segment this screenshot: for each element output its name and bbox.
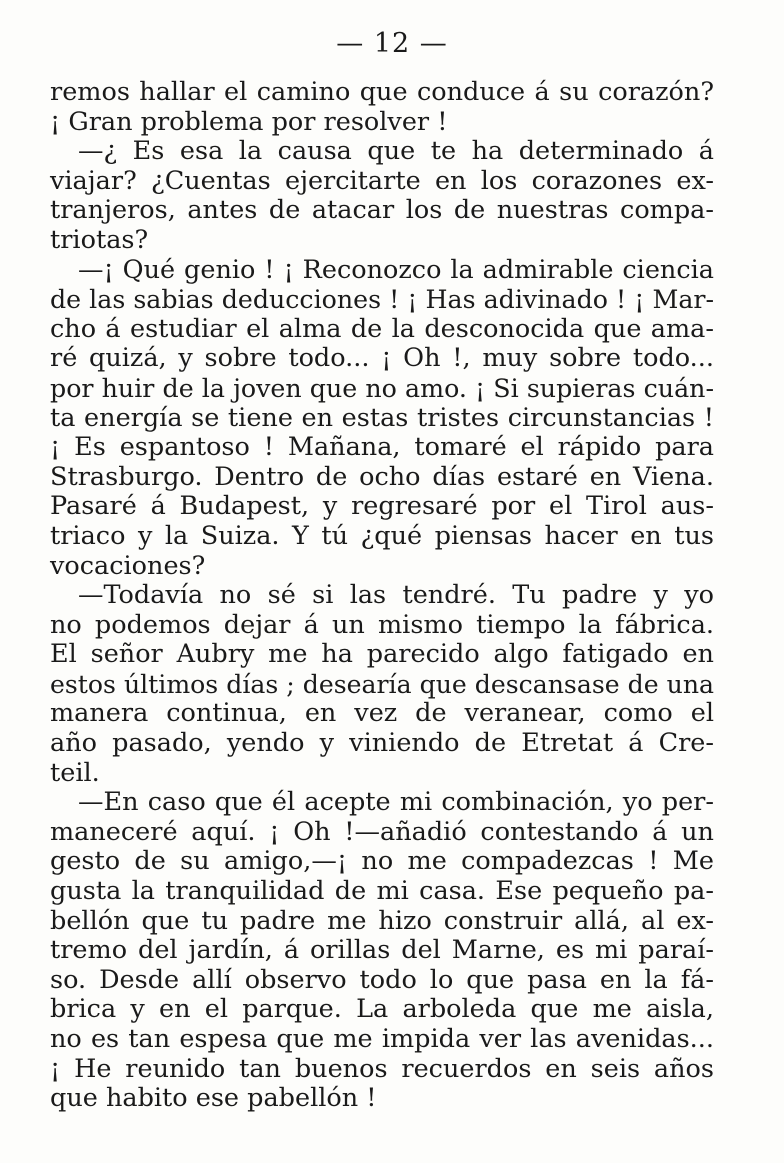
text-line: de las sabias deducciones ! ¡ Has adivinado ! ¡ Mar- xyxy=(50,285,714,315)
page-number: — 12 — xyxy=(336,28,448,59)
text-line: que habito ese pabellón ! xyxy=(50,1083,377,1114)
text-line: ¡ Gran problema por resolver ! xyxy=(50,106,448,137)
text-line: tremo del jardín, á orillas del Marne, es mi paraí- xyxy=(50,935,714,966)
text-line: Pasaré á Budapest, y regresaré por el Tirol aus- xyxy=(50,491,714,522)
text-line: bellón que tu padre me hizo construir allá, al ex- xyxy=(50,905,714,936)
text-line: El señor Aubry me ha parecido algo fatigado en xyxy=(50,639,714,670)
text-line: no es tan espesa que me impida ver las avenidas... xyxy=(50,1024,714,1054)
text-line: gusta la tranquilidad de mi casa. Ese pequeño pa- xyxy=(50,876,714,907)
text-line: tranjeros, antes de atacar los de nuestras compa- xyxy=(50,195,714,226)
text-line: ta energía se tiene en estas tristes circunstancias ! xyxy=(50,402,714,433)
text-line: so. Desde allí observo todo lo que pasa en la fá- xyxy=(50,964,714,995)
text-line: —Todavía no sé si las tendré. Tu padre y yo xyxy=(78,580,714,611)
text-line: por huir de la joven que no amo. ¡ Si supieras cuán- xyxy=(50,373,714,403)
text-line: brica y en el parque. La arboleda que me aisla, xyxy=(50,994,714,1025)
body-text xyxy=(50,78,714,1114)
text-line: —En caso que él acepte mi combinación, yo per- xyxy=(78,787,714,818)
text-line: —¡ Qué genio ! ¡ Reconozco la admirable ciencia xyxy=(78,254,714,285)
text-line: ré quizá, y sobre todo... ¡ Oh !, muy sobre todo... xyxy=(50,343,714,374)
text-line: manera continua, en vez de veranear, como el xyxy=(50,698,714,729)
text-line: vocaciones? xyxy=(50,550,206,581)
text-line: ¡ Es espantoso ! Mañana, tomaré el rápido para xyxy=(50,432,714,463)
text-line: cho á estudiar el alma de la desconocida que ama- xyxy=(50,313,714,344)
text-line: estos últimos días ; desearía que descansase de una xyxy=(50,669,714,699)
text-line: teil. xyxy=(50,757,100,788)
text-line: triaco y la Suiza. Y tú ¿qué piensas hacer en tus xyxy=(50,520,714,551)
text-line: —¿ Es esa la causa que te ha determinado á xyxy=(78,136,714,167)
text-line: año pasado, yendo y viniendo de Etretat á Cre- xyxy=(50,728,714,759)
text-line: no podemos dejar á un mismo tiempo la fábrica. xyxy=(50,609,714,640)
text-line: maneceré aquí. ¡ Oh !—añadió contestando á un xyxy=(50,816,714,847)
text-line: triotas? xyxy=(50,224,149,255)
text-line: remos hallar el camino que conduce á su corazón? xyxy=(50,77,714,107)
text-line: viajar? ¿Cuentas ejercitarte en los corazones ex- xyxy=(50,165,714,196)
text-line: gesto de su amigo,—¡ no me compadezcas ! Me xyxy=(50,846,714,877)
text-line: Strasburgo. Dentro de ocho días estaré en Viena. xyxy=(50,461,714,492)
text-line: ¡ He reunido tan buenos recuerdos en seis años xyxy=(50,1053,714,1084)
